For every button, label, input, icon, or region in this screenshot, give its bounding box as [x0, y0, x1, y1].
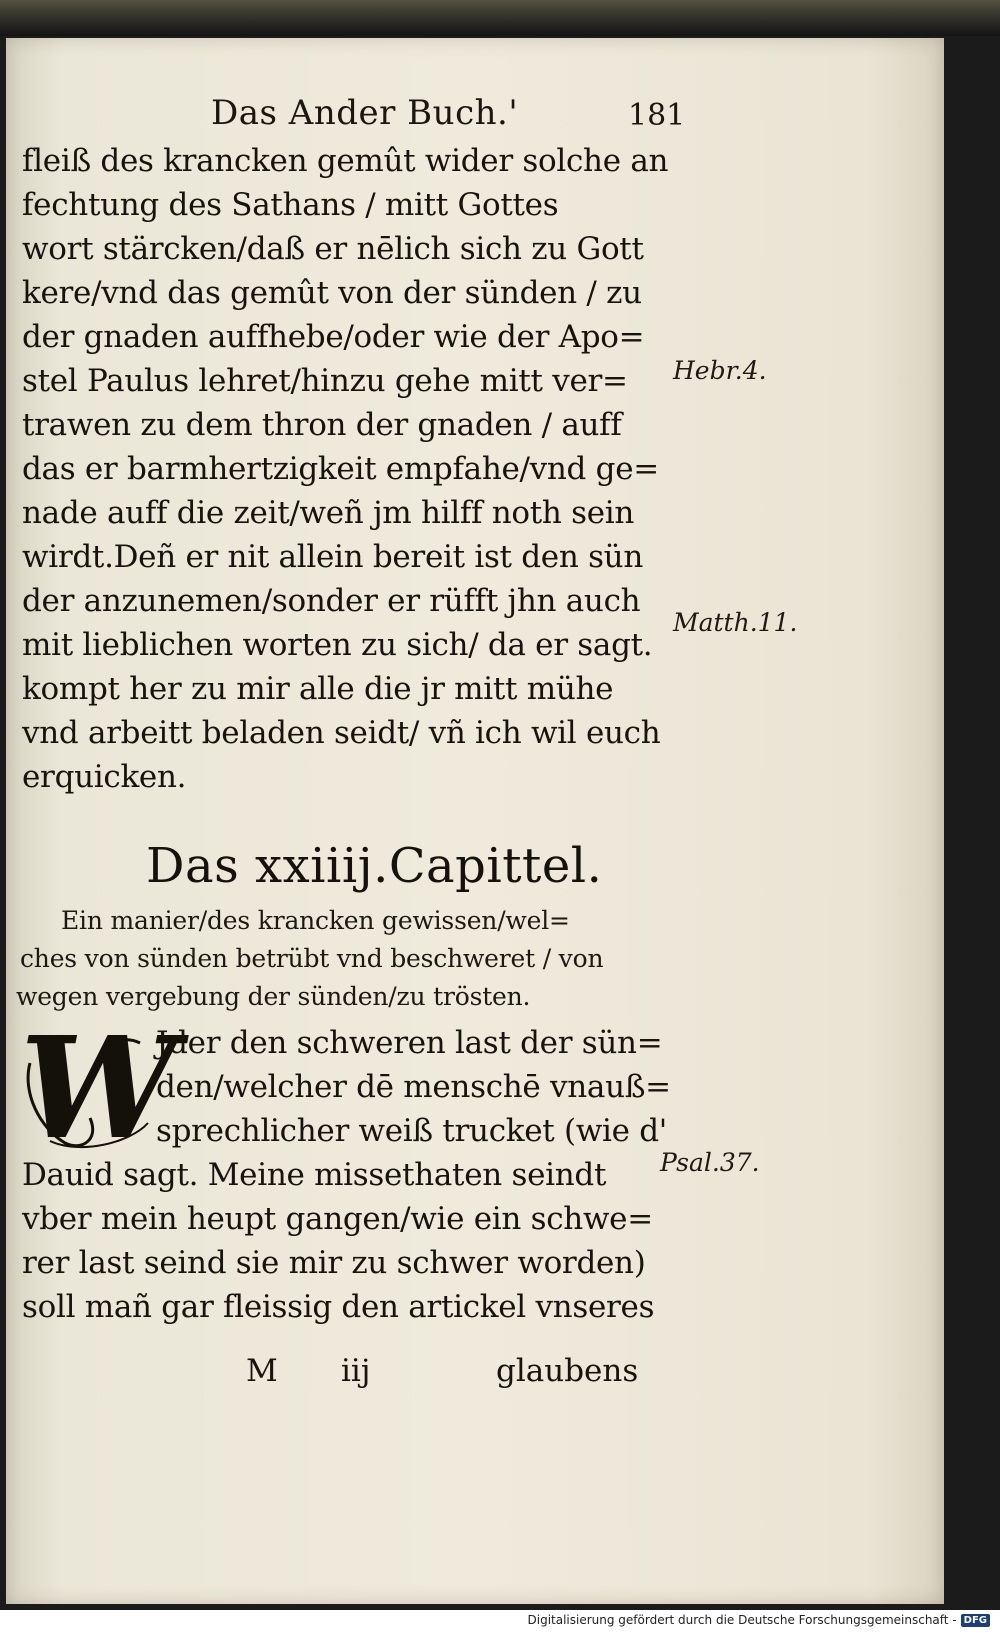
margin-note: Hebr.4. — [673, 356, 767, 385]
folio-number: 181 — [628, 98, 686, 133]
body-line: den/welcher dē menschē vnauß= — [156, 1069, 671, 1105]
signature-mark: M — [246, 1353, 278, 1389]
body-line: trawen zu dem thron der gnaden / auff — [22, 407, 622, 443]
body-line: rer last seind sie mir zu schwer worden) — [22, 1245, 646, 1281]
body-line: kompt her zu mir alle die jr mitt mühe — [22, 671, 614, 707]
body-line: mit lieblichen worten zu sich/ da er sagt. — [22, 627, 653, 663]
body-line: erquicken. — [22, 759, 187, 795]
margin-note: Matth.11. — [673, 608, 798, 637]
body-line: soll mañ gar fleissig den artickel vnseres — [22, 1289, 655, 1325]
body-line: kere/vnd das gemût von der sünden / zu — [22, 275, 642, 311]
body-line: wort stärcken/daß er nēlich sich zu Gott — [22, 231, 644, 267]
signature-number: iij — [341, 1353, 371, 1389]
body-line: fleiß des krancken gemût wider solche an — [22, 143, 669, 179]
chapter-title: Das xxiiij.Capittel. — [146, 838, 603, 894]
body-line: fechtung des Sathans / mitt Gottes — [22, 187, 559, 223]
body-line: stel Paulus lehret/hinzu gehe mitt ver= — [22, 363, 628, 399]
chapter-summary-line: ches von sünden betrübt vnd beschweret / von — [20, 944, 604, 973]
running-head: Das Ander Buch.' — [211, 93, 519, 133]
body-line: der gnaden auffhebe/oder wie der Apo= — [22, 319, 645, 355]
digitization-footer — [528, 1613, 991, 1627]
book-page — [6, 38, 944, 1604]
body-line: wirdt.Deñ er nit allein bereit ist den sün — [22, 539, 644, 575]
body-line: vber mein heupt gangen/wie ein schwe= — [22, 1201, 653, 1237]
footer-text: Digitalisierung gefördert durch die Deutsche Forschungsgemeinschaft - — [527, 1613, 957, 1627]
catchword: glaubens — [496, 1353, 639, 1389]
body-line: Dauid sagt. Meine missethaten seindt — [22, 1157, 607, 1193]
chapter-summary-line: wegen vergebung der sünden/zu trösten. — [16, 982, 531, 1011]
chapter-summary-line: Ein manier/des krancken gewissen/wel= — [61, 906, 570, 935]
body-line: sprechlicher weiß trucket (wie d' — [156, 1113, 668, 1149]
body-line: das er barmhertzigkeit empfahe/vnd ge= — [22, 451, 659, 487]
body-line: vnd arbeitt beladen seidt/ vñ ich wil euch — [22, 715, 661, 751]
body-line: Jder den schweren last der sün= — [156, 1025, 663, 1061]
body-line: nade auff die zeit/weñ jm hilff noth sein — [22, 495, 635, 531]
scan-top-edge — [0, 0, 1000, 36]
margin-note: Psal.37. — [660, 1148, 760, 1177]
drop-cap-letter: W — [20, 1007, 178, 1171]
dfg-logo: DFG — [961, 1614, 990, 1627]
body-line: der anzunemen/sonder er rüfft jhn auch — [22, 583, 641, 619]
